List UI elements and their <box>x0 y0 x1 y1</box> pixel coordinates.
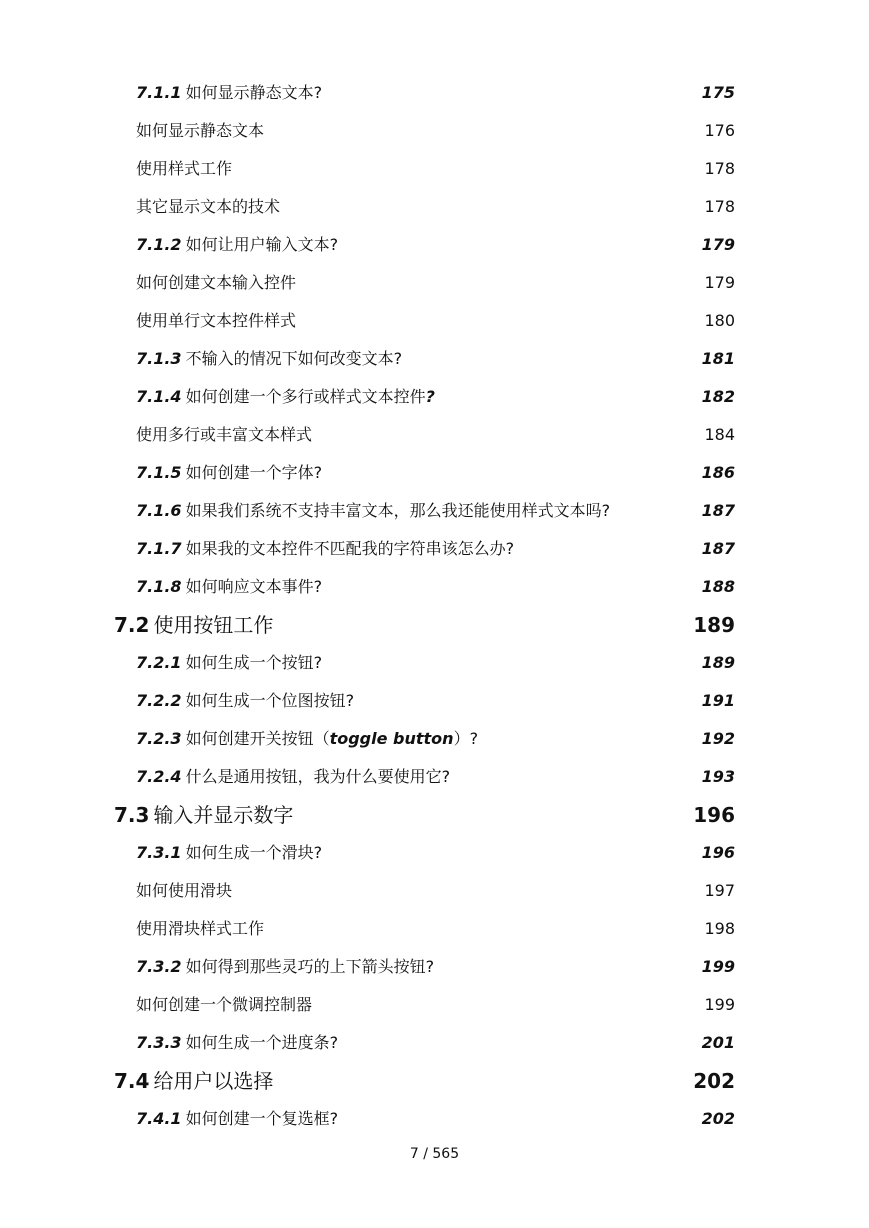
toc-entry-page-number: 199 <box>701 957 735 976</box>
toc-entry-number: 7.1.3 <box>136 349 182 368</box>
toc-entry-title <box>136 682 354 720</box>
toc-entry-page-number: 196 <box>701 843 735 862</box>
toc-entry-row[interactable] <box>0 986 869 1024</box>
toc-entry-text: 如何创建一个多行或样式文本控件 <box>185 387 426 406</box>
toc-entry-title <box>114 796 293 834</box>
toc-entry-title <box>136 872 232 910</box>
toc-entry-row[interactable] <box>0 1100 869 1138</box>
toc-entry-title <box>136 150 232 188</box>
toc-entry-row[interactable] <box>0 226 869 264</box>
toc-entry-title <box>136 416 312 454</box>
toc-entry-number: 7.2 <box>114 613 150 637</box>
toc-entry-row[interactable] <box>0 112 869 150</box>
toc-entry-text: 如何生成一个滑块? <box>185 843 323 862</box>
toc-entry-title <box>136 720 478 758</box>
toc-entry-number: 7.3.2 <box>136 957 182 976</box>
toc-entry-text: 使用单行文本控件样式 <box>136 311 297 330</box>
toc-entry-page-number: 182 <box>701 387 735 406</box>
toc-entry-page-number: 191 <box>701 691 735 710</box>
toc-entry-page-number: 179 <box>704 273 735 292</box>
toc-entry-text: 如何响应文本事件? <box>185 577 323 596</box>
toc-entry-row[interactable] <box>0 188 869 226</box>
toc-entry-row[interactable] <box>0 74 869 112</box>
toc-entry-text: 使用滑块样式工作 <box>136 919 265 938</box>
toc-entry-title <box>136 834 322 872</box>
toc-entry-page-number: 184 <box>704 425 735 444</box>
toc-entry-number: 7.3.1 <box>136 843 182 862</box>
toc-entry-text: 使用多行或丰富文本样式 <box>136 425 313 444</box>
toc-entry-text: 如何生成一个按钮? <box>185 653 323 672</box>
toc-entry-number: 7.1.4 <box>136 387 182 406</box>
toc-entry-text: 如何让用户输入文本? <box>185 235 339 254</box>
toc-entry-title <box>136 758 450 796</box>
toc-entry-text: 如何创建一个微调控制器 <box>136 995 313 1014</box>
toc-entry-page-number: 201 <box>701 1033 735 1052</box>
toc-entry-text: 如果我的文本控件不匹配我的字符串该怎么办? <box>185 539 515 558</box>
toc-entry-row[interactable] <box>0 264 869 302</box>
table-of-contents <box>0 74 869 1138</box>
toc-entry-number: 7.2.2 <box>136 691 182 710</box>
toc-section-row[interactable] <box>0 606 869 644</box>
toc-entry-text: 如何生成一个进度条? <box>185 1033 339 1052</box>
toc-entry-text: 使用按钮工作 <box>153 613 274 637</box>
toc-section-row[interactable] <box>0 796 869 834</box>
toc-entry-page-number: 175 <box>701 83 735 102</box>
toc-entry-number: 7.3 <box>114 803 150 827</box>
toc-entry-number: 7.1.1 <box>136 83 182 102</box>
toc-entry-text: 其它显示文本的技术 <box>136 197 281 216</box>
toc-entry-title <box>136 188 280 226</box>
toc-entry-page-number: 179 <box>701 235 735 254</box>
toc-entry-page-number: 189 <box>693 613 735 637</box>
toc-entry-title <box>136 530 514 568</box>
toc-entry-title <box>136 378 435 416</box>
toc-entry-row[interactable] <box>0 720 869 758</box>
toc-entry-page-number: 186 <box>701 463 735 482</box>
toc-entry-page-number: 192 <box>701 729 735 748</box>
toc-entry-title <box>136 226 338 264</box>
toc-entry-number: 7.1.5 <box>136 463 182 482</box>
toc-entry-text: 如何创建文本输入控件 <box>136 273 297 292</box>
toc-entry-text-after: ）? <box>453 729 479 748</box>
toc-entry-number: 7.1.7 <box>136 539 182 558</box>
toc-entry-page-number: 193 <box>701 767 735 786</box>
toc-entry-number: 7.2.4 <box>136 767 182 786</box>
toc-entry-title <box>136 112 264 150</box>
toc-entry-page-number: 187 <box>701 501 735 520</box>
toc-entry-title <box>136 492 610 530</box>
toc-entry-row[interactable] <box>0 150 869 188</box>
toc-entry-number: 7.4.1 <box>136 1109 182 1128</box>
toc-entry-number: 7.4 <box>114 1069 150 1093</box>
toc-entry-title <box>114 606 273 644</box>
toc-entry-number: 7.1.8 <box>136 577 182 596</box>
toc-entry-row[interactable] <box>0 416 869 454</box>
toc-entry-title <box>136 1024 338 1062</box>
toc-entry-row[interactable] <box>0 910 869 948</box>
toc-entry-row[interactable] <box>0 872 869 910</box>
toc-entry-row[interactable] <box>0 1024 869 1062</box>
toc-entry-title <box>136 948 434 986</box>
toc-entry-text: 如何创建一个字体? <box>185 463 323 482</box>
toc-entry-title <box>136 910 264 948</box>
toc-entry-suffix: ? <box>425 387 435 406</box>
toc-entry-title <box>136 340 402 378</box>
toc-entry-page-number: 202 <box>693 1069 735 1093</box>
toc-entry-row[interactable] <box>0 492 869 530</box>
toc-entry-number: 7.2.3 <box>136 729 182 748</box>
toc-entry-text: 什么是通用按钮，我为什么要使用它? <box>185 767 451 786</box>
toc-entry-text: 如何显示静态文本? <box>185 83 323 102</box>
toc-entry-page-number: 178 <box>704 159 735 178</box>
toc-entry-page-number: 199 <box>704 995 735 1014</box>
toc-entry-row[interactable] <box>0 644 869 682</box>
toc-entry-text: 如果我们系统不支持丰富文本，那么我还能使用样式文本吗? <box>185 501 611 520</box>
toc-entry-row[interactable] <box>0 302 869 340</box>
toc-entry-text: 如何创建一个复选框? <box>185 1109 339 1128</box>
toc-entry-title <box>136 74 322 112</box>
toc-entry-page-number: 178 <box>704 197 735 216</box>
toc-entry-page-number: 196 <box>693 803 735 827</box>
toc-entry-text: 如何使用滑块 <box>136 881 233 900</box>
toc-entry-page-number: 188 <box>701 577 735 596</box>
toc-entry-row[interactable] <box>0 682 869 720</box>
toc-entry-emphasis: toggle button <box>329 729 454 748</box>
toc-entry-text: 如何显示静态文本 <box>136 121 265 140</box>
toc-entry-text: 如何得到那些灵巧的上下箭头按钮? <box>185 957 435 976</box>
page-indicator: 7 / 565 <box>409 1146 460 1162</box>
toc-entry-page-number: 181 <box>701 349 735 368</box>
toc-entry-title <box>136 568 322 606</box>
toc-entry-row[interactable] <box>0 758 869 796</box>
toc-entry-row[interactable] <box>0 340 869 378</box>
toc-entry-text: 输入并显示数字 <box>153 803 294 827</box>
toc-entry-row[interactable] <box>0 948 869 986</box>
toc-entry-title <box>136 264 296 302</box>
toc-entry-title <box>136 454 322 492</box>
toc-entry-title <box>136 1100 338 1138</box>
toc-entry-row[interactable] <box>0 834 869 872</box>
toc-entry-text: 如何创建开关按钮（ <box>185 729 330 748</box>
toc-entry-title <box>136 986 312 1024</box>
toc-entry-row[interactable] <box>0 378 869 416</box>
toc-entry-page-number: 198 <box>704 919 735 938</box>
toc-entry-number: 7.1.2 <box>136 235 182 254</box>
toc-section-row[interactable] <box>0 1062 869 1100</box>
toc-entry-title <box>136 644 322 682</box>
toc-entry-number: 7.3.3 <box>136 1033 182 1052</box>
toc-entry-row[interactable] <box>0 530 869 568</box>
toc-entry-page-number: 189 <box>701 653 735 672</box>
toc-entry-page-number: 187 <box>701 539 735 558</box>
toc-entry-number: 7.1.6 <box>136 501 182 520</box>
toc-entry-page-number: 180 <box>704 311 735 330</box>
toc-entry-row[interactable] <box>0 454 869 492</box>
toc-entry-text: 如何生成一个位图按钮? <box>185 691 355 710</box>
toc-entry-page-number: 197 <box>704 881 735 900</box>
toc-entry-text: 不输入的情况下如何改变文本? <box>185 349 403 368</box>
toc-entry-number: 7.2.1 <box>136 653 182 672</box>
toc-entry-page-number: 176 <box>704 121 735 140</box>
toc-entry-text: 给用户以选择 <box>153 1069 274 1093</box>
toc-entry-row[interactable] <box>0 568 869 606</box>
toc-entry-title <box>114 1062 273 1100</box>
toc-entry-page-number: 202 <box>701 1109 735 1128</box>
toc-entry-title <box>136 302 296 340</box>
toc-entry-text: 使用样式工作 <box>136 159 233 178</box>
